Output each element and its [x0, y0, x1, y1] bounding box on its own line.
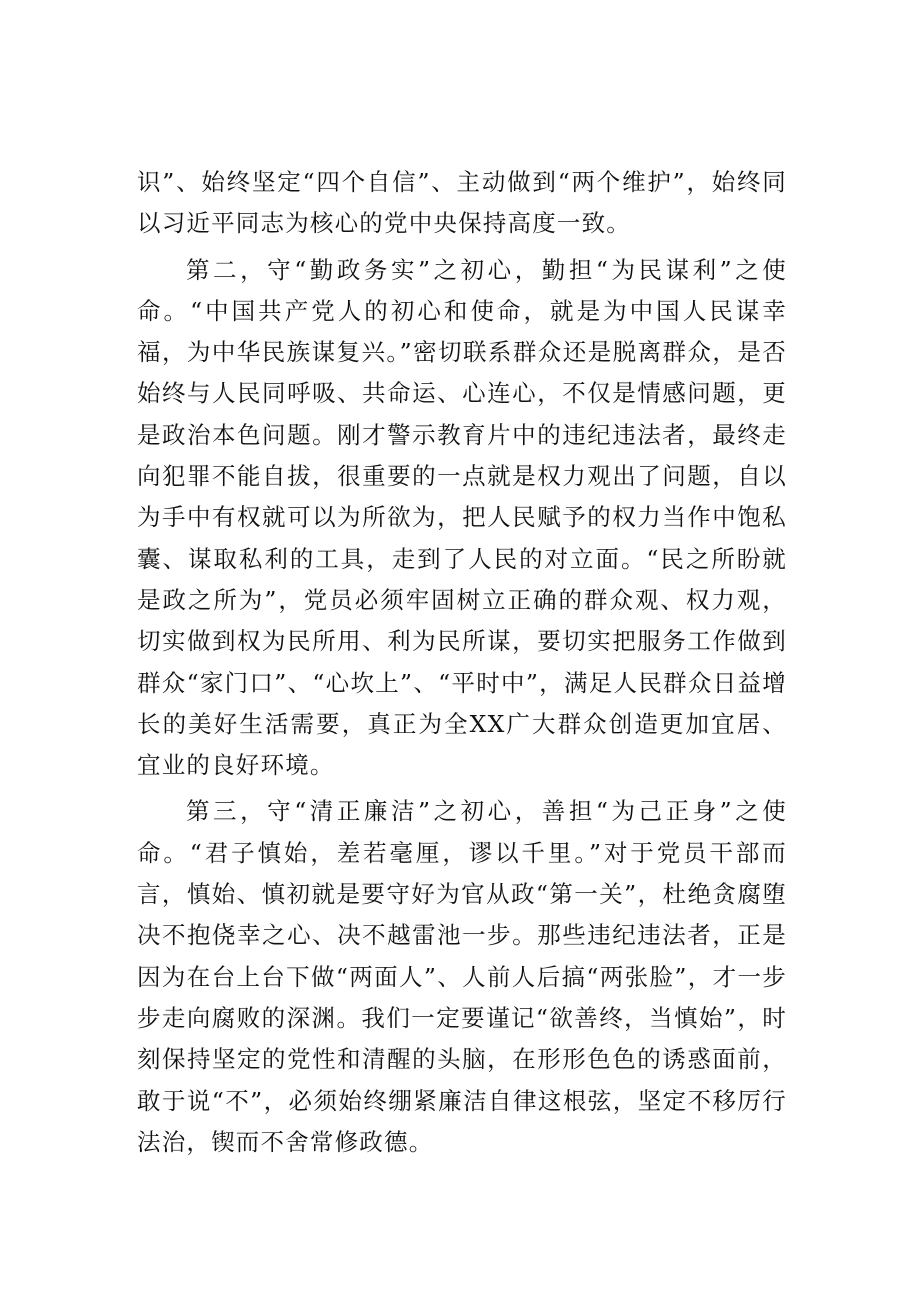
paragraph-third-point: 第三，守“清正廉洁”之初心，善担“为己正身”之使命。“君子慎始，差若毫厘，谬以千里。”对于党员干部而言，慎始、慎初就是要守好为官从政“第一关”，杜绝贪腐堕决不抱侥幸之心、决不越雷池一步。那些违纪违法者，正是因为在台上台下做“两面人”、人前人后搞“两张脸”，才一步步走向腐败的深渊。我们一定要谨记“欲善终，当慎始”，时刻保持坚定的党性和清醒的头脑，在形形色色的诱惑面前，敢于说“不”，必须始终绷紧廉洁自律这根弦，坚定不移厉行法治，锲而不舍常修政德。 — [137, 797, 787, 1156]
paragraph-continuation: 识”、始终坚定“四个自信”、主动做到“两个维护”，始终同以习近平同志为核心的党中央保持高度一致。 — [137, 168, 787, 238]
paragraph-second-point: 第二，守“勤政务实”之初心，勤担“为民谋利”之使命。“中国共产党人的初心和使命，就是为中国人民谋幸福，为中华民族谋复兴。”密切联系群众还是脱离群众，是否始终与人民同呼吸、共命运、心连心，不仅是情感问题，更是政治本色问题。刚才警示教育片中的违纪违法者，最终走向犯罪不能自拔，很重要的一点就是权力观出了问题，自以为手中有权就可以为所欲为，把人民赋予的权力当作中饱私囊、谋取私利的工具，走到了人民的对立面。“民之所盼就是政之所为”，党员必须牢固树立正确的群众观、权力观，切实做到权为民所用、利为民所谋，要切实把服务工作做到群众“家门口”、“心坎上”、“平时中”，满足人民群众日益增长的美好生活需要，真正为全XX广大群众创造更加宜居、宜业的良好环境。 — [137, 255, 787, 780]
document-body — [137, 162, 787, 1163]
